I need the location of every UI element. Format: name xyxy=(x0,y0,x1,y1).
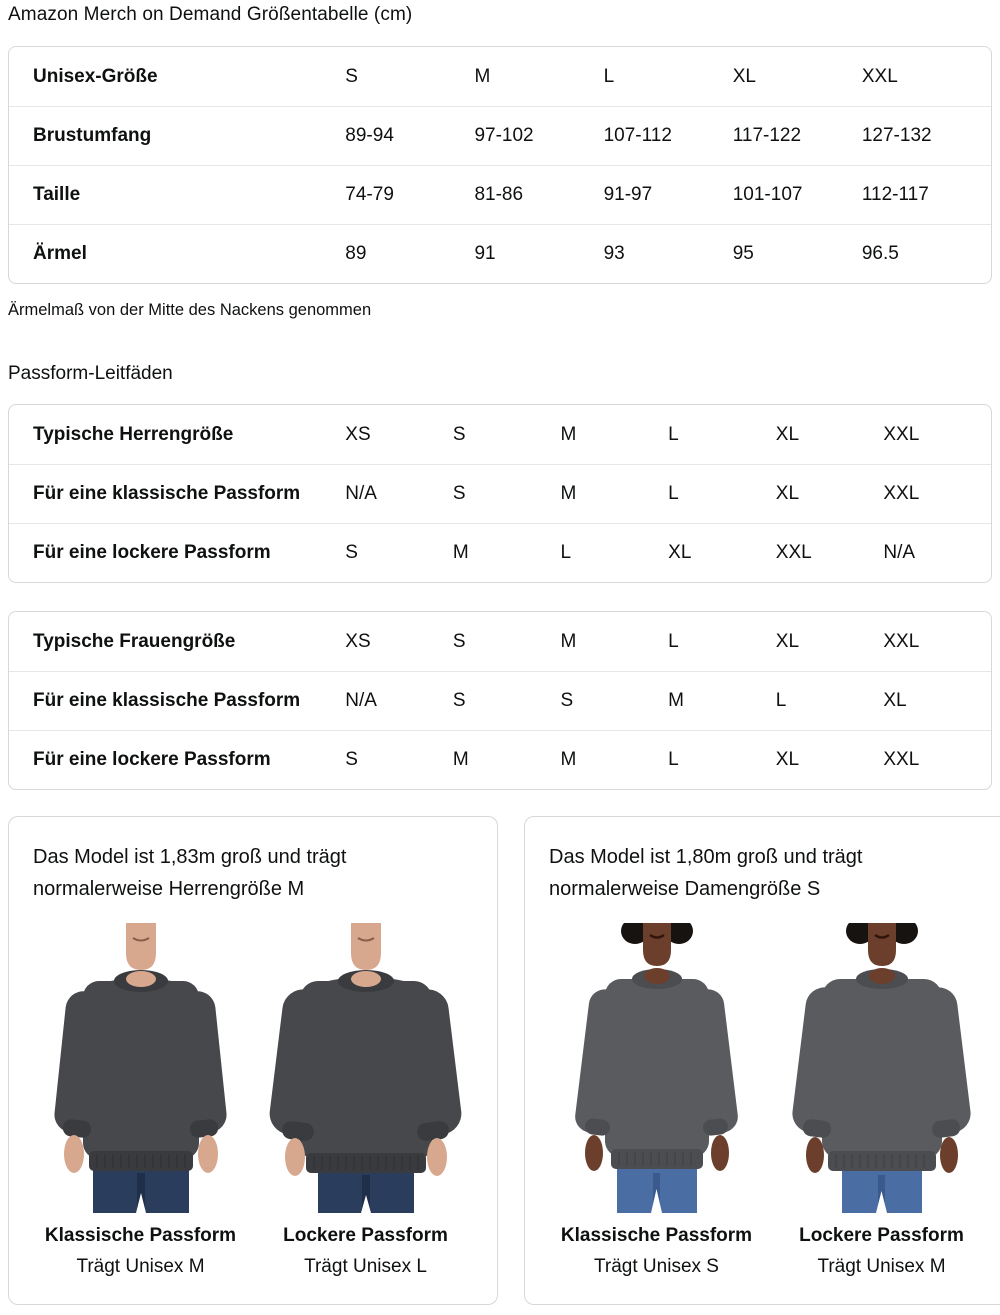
row-label: Für eine klassische Passform xyxy=(33,690,301,711)
table-row xyxy=(9,405,991,464)
value-cell: 95 xyxy=(732,243,754,264)
value-cell: M xyxy=(560,483,577,504)
value-cell: M xyxy=(452,542,469,563)
value-cell: 89-94 xyxy=(345,125,394,146)
value-cell: S xyxy=(345,749,358,770)
fit-label: Lockere Passform xyxy=(283,1225,448,1246)
value-cell: 117-122 xyxy=(732,125,802,146)
model-photo-men-classic-fit xyxy=(33,923,248,1213)
model-figure-women-loose xyxy=(774,923,989,1278)
table-row xyxy=(9,730,991,789)
wears-label: Trägt Unisex M xyxy=(817,1256,946,1277)
value-cell: 127-132 xyxy=(861,125,932,146)
model-cards xyxy=(8,816,992,1305)
row-label: Brustumfang xyxy=(33,125,152,146)
row-label: Ärmel xyxy=(33,243,87,264)
model-photos-row xyxy=(549,923,989,1278)
model-figure-women-classic xyxy=(549,923,764,1278)
value-cell: XL xyxy=(775,749,800,770)
size-header-cell: XXL xyxy=(861,65,898,87)
value-cell: XXL xyxy=(883,423,920,445)
value-cell: 91 xyxy=(474,243,496,264)
fit-label: Lockere Passform xyxy=(799,1225,964,1246)
women-model-card xyxy=(524,816,1000,1305)
table-header-row xyxy=(9,47,991,106)
value-cell: M xyxy=(560,630,577,652)
table-row xyxy=(9,464,991,523)
value-cell: XXL xyxy=(883,630,920,652)
card-heading: Das Model ist 1,83m groß und trägt normalerweise Herrengröße M xyxy=(33,846,347,900)
wears-label: Trägt Unisex S xyxy=(594,1256,719,1277)
value-cell: 112-117 xyxy=(861,184,929,205)
value-cell: L xyxy=(560,542,572,563)
value-cell: 93 xyxy=(603,243,625,264)
model-photos-row xyxy=(33,923,473,1278)
value-cell: 101-107 xyxy=(732,184,803,205)
men-model-card xyxy=(8,816,498,1305)
value-cell: N/A xyxy=(883,542,916,563)
model-photo-men-loose-fit xyxy=(258,923,473,1213)
value-cell: XL xyxy=(775,630,800,652)
value-cell: 74-79 xyxy=(345,184,394,205)
sleeve-measure-note: Ärmelmaß von der Mitte des Nackens genommen xyxy=(8,301,372,319)
value-cell: S xyxy=(345,542,358,563)
value-cell: S xyxy=(452,483,466,504)
value-cell: L xyxy=(775,690,787,711)
value-cell: XXL xyxy=(883,749,920,770)
value-cell: XL xyxy=(775,483,800,504)
value-cell: L xyxy=(668,630,679,652)
wears-label: Trägt Unisex L xyxy=(304,1256,427,1277)
row-label: Typische Frauengröße xyxy=(33,630,236,652)
value-cell: M xyxy=(452,749,469,770)
model-figure-men-loose xyxy=(258,923,473,1278)
value-cell: XL xyxy=(668,542,692,563)
value-cell: 97-102 xyxy=(474,125,534,146)
model-photo-women-classic-fit xyxy=(549,923,764,1213)
size-header-cell: XL xyxy=(732,65,756,87)
fit-label: Klassische Passform xyxy=(44,1225,237,1246)
value-cell: XXL xyxy=(883,483,920,504)
model-figure-men-classic xyxy=(33,923,248,1278)
table-row xyxy=(9,106,991,165)
value-cell: 107-112 xyxy=(603,125,672,146)
row-label: Taille xyxy=(33,184,81,205)
value-cell: S xyxy=(560,690,574,711)
page-title: Amazon Merch on Demand Größentabelle (cm) xyxy=(8,4,413,25)
value-cell: L xyxy=(668,483,679,504)
wears-label: Trägt Unisex M xyxy=(76,1256,205,1277)
value-cell: L xyxy=(668,749,679,770)
value-cell: 81-86 xyxy=(474,184,524,205)
value-cell: M xyxy=(560,749,577,770)
row-label: Für eine lockere Passform xyxy=(33,749,271,770)
value-cell: XS xyxy=(345,630,371,652)
value-cell: XS xyxy=(345,423,371,445)
table-row xyxy=(9,523,991,582)
value-cell: 96.5 xyxy=(861,243,899,264)
value-cell: S xyxy=(452,630,466,652)
size-header-cell: L xyxy=(603,65,615,87)
row-label: Für eine lockere Passform xyxy=(33,542,271,563)
table-row xyxy=(9,671,991,730)
size-header-cell: M xyxy=(474,65,491,87)
value-cell: M xyxy=(668,690,684,711)
table-row xyxy=(9,224,991,283)
men-fit-table xyxy=(8,404,992,583)
card-heading: Das Model ist 1,80m groß und trägt normalerweise Damengröße S xyxy=(549,846,863,900)
unisex-size-table xyxy=(8,46,992,284)
model-photo-women-loose-fit xyxy=(774,923,989,1213)
women-fit-table xyxy=(8,611,992,790)
row-label: Typische Herrengröße xyxy=(33,423,234,445)
value-cell: L xyxy=(668,423,679,445)
row-label: Für eine klassische Passform xyxy=(33,483,301,504)
table-row xyxy=(9,612,991,671)
row-label: Unisex-Größe xyxy=(33,65,158,87)
fit-label: Klassische Passform xyxy=(560,1225,753,1246)
fit-guides-heading: Passform-Leitfäden xyxy=(8,363,173,384)
value-cell: 89 xyxy=(345,243,367,264)
value-cell: XXL xyxy=(775,542,812,563)
value-cell: M xyxy=(560,423,577,445)
value-cell: 91-97 xyxy=(603,184,653,205)
value-cell: XL xyxy=(775,423,800,445)
value-cell: N/A xyxy=(345,483,377,504)
value-cell: S xyxy=(452,423,466,445)
size-header-cell: S xyxy=(345,65,358,87)
table-row xyxy=(9,165,991,224)
value-cell: S xyxy=(452,690,466,711)
value-cell: N/A xyxy=(345,690,377,711)
value-cell: XL xyxy=(883,690,907,711)
